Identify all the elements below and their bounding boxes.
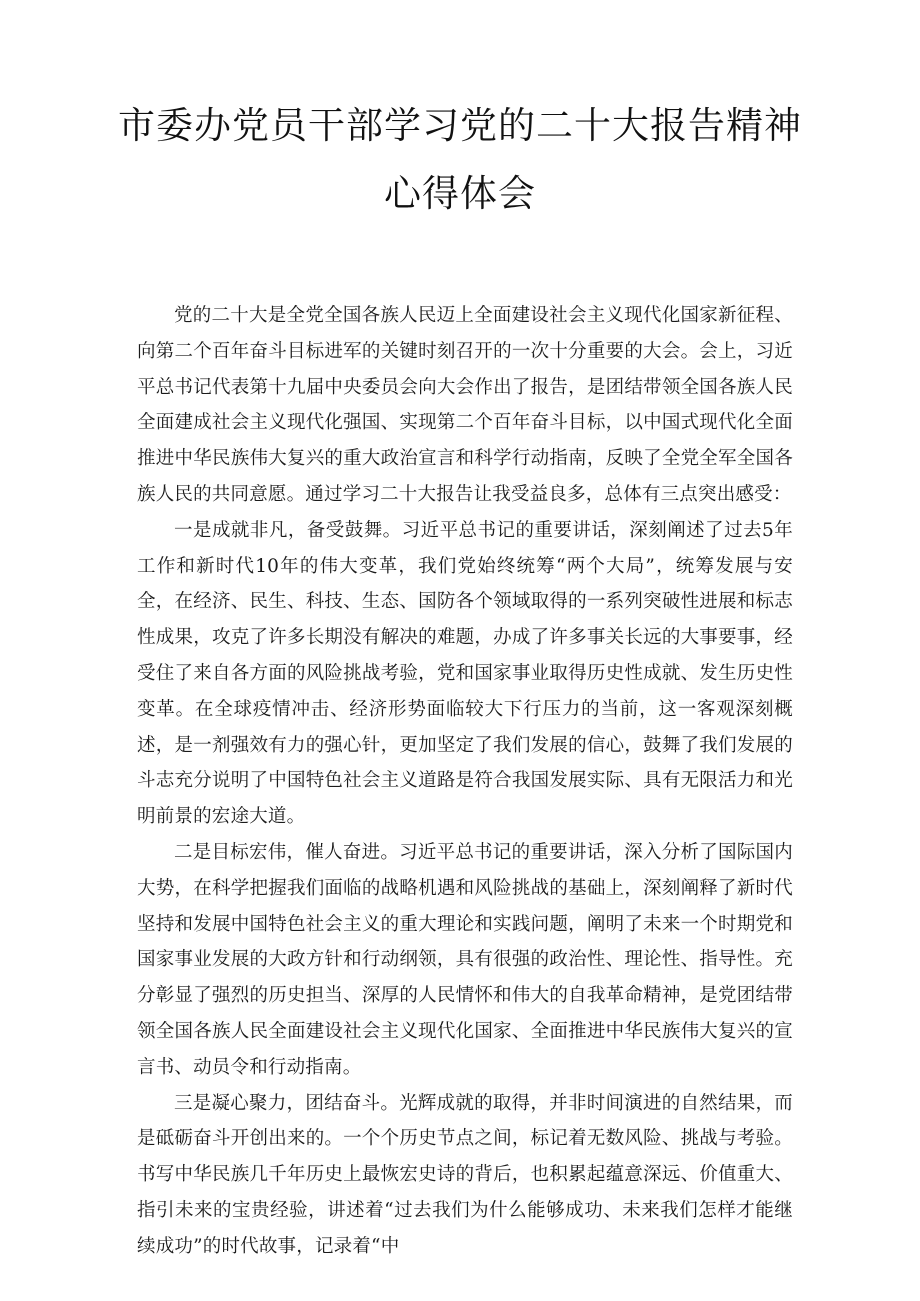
document-title-line-1: 市委办党员干部学习党的二十大报告精神: [118, 104, 802, 147]
paragraph-point-one: 一是成就非凡，备受鼓舞。习近平总书记的重要讲话，深刻阐述了过去5年工作和新时代10年的伟大变革，我们党始终统筹“两个大局”，统筹发展与安全，在经济、民生、科技、生态、国防各个领域取得的一系列突破性进展和标志性成果，攻克了许多长期没有解决的难题，办成了许多事关长远的大事要事，经受住了来自各方面的风险挑战考验，党和国家事业取得历史性成就、发生历史性变革。在全球疫情冲击、经济形势面临较大下行压力的当前，这一客观深刻概述，是一剂强效有力的强心针，更加坚定了我们发展的信心，鼓舞了我们发展的斗志充分说明了中国特色社会主义道路是符合我国发展实际、具有无限活力和光明前景的宏途大道。: [137, 519, 793, 828]
paragraph-intro: 党的二十大是全党全国各族人民迈上全面建设社会主义现代化国家新征程、向第二个百年奋斗目标进军的关键时刻召开的一次十分重要的大会。会上，习近平总书记代表第十九届中央委员会向大会作出了报告，是团结带领全国各族人民全面建成社会主义现代化强国、实现第二个百年奋斗目标，以中国式现代化全面推进中华民族伟大复兴的重大政治宣言和科学行动指南，反映了全党全军全国各族人民的共同意愿。通过学习二十大报告让我受益良多，总体有三点突出感受：: [137, 305, 793, 505]
document-body: [137, 298, 793, 1265]
paragraph-point-three: 三是凝心聚力，团结奋斗。光辉成就的取得，并非时间演进的自然结果，而是砥砺奋斗开创出来的。一个个历史节点之间，标记着无数风险、挑战与考验。书写中华民族几千年历史上最恢宏史诗的背后，也积累起蕴意深远、价值重大、指引未来的宝贵经验，讲述着“过去我们为什么能够成功、未来我们怎样才能继续成功”的时代故事，记录着“中: [137, 1092, 793, 1257]
paragraph-point-two: 二是目标宏伟，催人奋进。习近平总书记的重要讲话，深入分析了国际国内大势，在科学把握我们面临的战略机遇和风险挑战的基础上，深刻阐释了新时代坚持和发展中国特色社会主义的重大理论和实践问题，阐明了未来一个时期党和国家事业发展的大政方针和行动纲领，具有很强的政治性、理论性、指导性。充分彰显了强烈的历史担当、深厚的人民情怀和伟大的自我革命精神，是党团结带领全国各族人民全面建设社会主义现代化国家、全面推进中华民族伟大复兴的宣言书、动员令和行动指南。: [137, 841, 793, 1078]
document-title-line-2: 心得体会: [384, 172, 536, 215]
